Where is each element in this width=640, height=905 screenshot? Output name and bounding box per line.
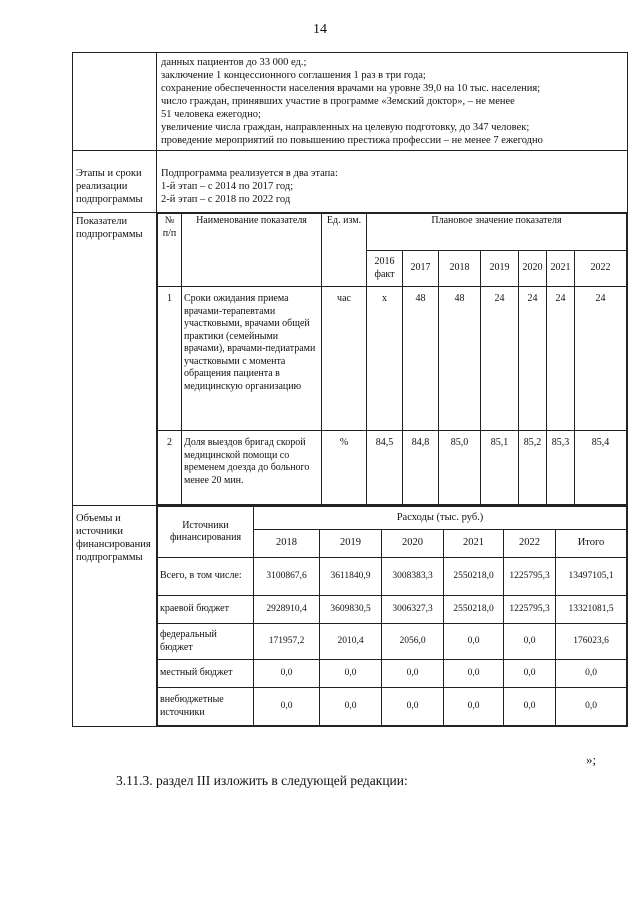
indicator-value: 85,3: [547, 431, 575, 505]
indicator-unit: %: [322, 431, 367, 505]
indicator-value: 24: [575, 287, 627, 431]
indicator-value: 85,0: [439, 431, 481, 505]
col-num-header: № п/п: [158, 214, 182, 287]
financing-value: 0,0: [504, 660, 556, 688]
indicator-value: 85,4: [575, 431, 627, 505]
financing-value: 1225795,3: [504, 558, 556, 596]
passport-table: [72, 52, 628, 727]
fin-year-header: 2018: [254, 530, 320, 558]
financing-source: внебюджетные источники: [158, 688, 254, 726]
instruction-text: 3.11.3. раздел III изложить в следующей редакции:: [116, 773, 408, 788]
indicator-value: 85,1: [481, 431, 519, 505]
financing-value: 3100867,6: [254, 558, 320, 596]
year-header: 2020: [519, 251, 547, 287]
financing-value: 176023,6: [556, 624, 627, 660]
financing-value: 3609830,5: [320, 596, 382, 624]
goal-line: увеличение числа граждан, направленных на целевую подготовку, до 347 человек;: [161, 122, 530, 133]
financing-label: Объемы и источники финансирования подпрограммы: [73, 506, 157, 727]
indicator-value: х: [367, 287, 403, 431]
financing-data-row: [158, 624, 627, 660]
fin-year-header: 2020: [382, 530, 444, 558]
financing-row: [73, 506, 628, 727]
financing-data-row: [158, 558, 627, 596]
year-header: 2022: [575, 251, 627, 287]
year-header: 2017: [403, 251, 439, 287]
col-plan-header: Плановое значение показателя: [367, 214, 627, 251]
stage-line: Подпрограмма реализуется в два этапа:: [161, 168, 338, 179]
financing-content: [157, 506, 628, 727]
financing-value: 0,0: [320, 688, 382, 726]
fin-year-header: Итого: [556, 530, 627, 558]
financing-data-row: [158, 596, 627, 624]
indicator-num: 2: [158, 431, 182, 505]
indicators-table: [157, 213, 627, 505]
indicator-value: 84,8: [403, 431, 439, 505]
financing-value: 1225795,3: [504, 596, 556, 624]
indicator-value: 48: [403, 287, 439, 431]
fin-year-header: 2022: [504, 530, 556, 558]
financing-value: 0,0: [320, 660, 382, 688]
financing-source: федеральный бюджет: [158, 624, 254, 660]
year-header: 2016 факт: [367, 251, 403, 287]
financing-value: 13497105,1: [556, 558, 627, 596]
indicator-value: 85,2: [519, 431, 547, 505]
financing-value: 171957,2: [254, 624, 320, 660]
indicators-header-row: [158, 214, 627, 251]
financing-value: 0,0: [382, 688, 444, 726]
indicator-row: [158, 287, 627, 431]
financing-value: 0,0: [382, 660, 444, 688]
financing-value: 3611840,9: [320, 558, 382, 596]
financing-value: 3008383,3: [382, 558, 444, 596]
indicator-unit: час: [322, 287, 367, 431]
goals-label-cell: [73, 53, 157, 151]
indicator-value: 24: [547, 287, 575, 431]
financing-value: 2550218,0: [444, 558, 504, 596]
indicator-value: 24: [519, 287, 547, 431]
sources-header: Источники финансирования: [158, 507, 254, 558]
indicators-row: [73, 213, 628, 506]
goals-content: [157, 53, 628, 151]
year-header: 2018: [439, 251, 481, 287]
indicator-name: Доля выездов бригад скорой медицинской помощи со временем доезда до больного менее 20 мин.: [182, 431, 322, 505]
financing-header-row: [158, 507, 627, 530]
financing-value: 0,0: [254, 660, 320, 688]
financing-value: 2550218,0: [444, 596, 504, 624]
goals-row: [73, 53, 628, 151]
financing-value: 0,0: [556, 688, 627, 726]
indicator-name: Сроки ожидания приема врачами-терапевтами участковыми, врачами общей практики (семейными врачами), врачами-педиатрами участковыми с момента обращения пациента в медицинскую организацию: [182, 287, 322, 431]
goal-line: сохранение обеспеченности населения врачами на уровне 39,0 на 10 тыс. населения;: [161, 83, 541, 94]
financing-value: 0,0: [504, 624, 556, 660]
financing-value: 2056,0: [382, 624, 444, 660]
year-header: 2021: [547, 251, 575, 287]
financing-value: 0,0: [556, 660, 627, 688]
financing-value: 0,0: [504, 688, 556, 726]
goal-line: проведение мероприятий по повышению престижа профессии – не менее 7 ежегодно: [161, 135, 543, 146]
stage-line: 1-й этап – с 2014 по 2017 год;: [161, 181, 294, 192]
indicator-value: 84,5: [367, 431, 403, 505]
expenses-header: Расходы (тыс. руб.): [254, 507, 627, 530]
goal-line: число граждан, принявших участие в программе «Земский доктор», – не менее: [161, 96, 515, 107]
indicators-label: Показатели подпрограммы: [73, 213, 157, 506]
financing-value: 0,0: [444, 688, 504, 726]
financing-value: 0,0: [444, 624, 504, 660]
financing-source: краевой бюджет: [158, 596, 254, 624]
stage-line: 2-й этап – с 2018 по 2022 год: [161, 194, 291, 205]
indicators-content: [157, 213, 628, 506]
financing-value: 13321081,5: [556, 596, 627, 624]
indicator-num: 1: [158, 287, 182, 431]
col-unit-header: Ед. изм.: [322, 214, 367, 287]
financing-value: 2928910,4: [254, 596, 320, 624]
stages-content: [157, 151, 628, 213]
financing-value: 3006327,3: [382, 596, 444, 624]
financing-source: местный бюджет: [158, 660, 254, 688]
financing-table: [157, 506, 627, 726]
stages-row: [73, 151, 628, 213]
financing-data-row: [158, 688, 627, 726]
goal-line: заключение 1 концессионного соглашения 1 раз в три года;: [161, 70, 426, 81]
financing-value: 0,0: [444, 660, 504, 688]
indicator-value: 24: [481, 287, 519, 431]
col-name-header: Наименование показателя: [182, 214, 322, 287]
fin-year-header: 2019: [320, 530, 382, 558]
financing-value: 2010,4: [320, 624, 382, 660]
fin-year-header: 2021: [444, 530, 504, 558]
financing-source: Всего, в том числе:: [158, 558, 254, 596]
indicator-value: 48: [439, 287, 481, 431]
goal-line: данных пациентов до 33 000 ед.;: [161, 57, 307, 68]
stages-label: Этапы и сроки реализации подпрограммы: [73, 151, 157, 213]
financing-value: 0,0: [254, 688, 320, 726]
goal-line: 51 человека ежегодно;: [161, 109, 261, 120]
page-number: 14: [313, 22, 327, 37]
year-header: 2019: [481, 251, 519, 287]
financing-data-row: [158, 660, 627, 688]
indicator-row: [158, 431, 627, 505]
closing-quote: »;: [586, 752, 597, 767]
